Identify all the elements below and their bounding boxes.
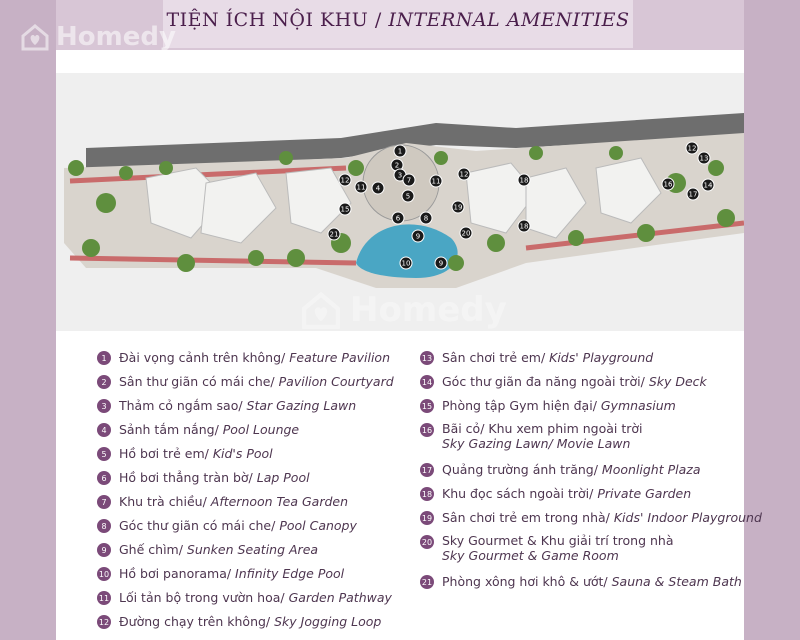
legend-item bbox=[97, 373, 394, 395]
map-marker-label: 19 bbox=[453, 203, 463, 212]
legend-number-badge: 6 bbox=[97, 471, 111, 485]
title-vietnamese: TIỆN ÍCH NỘI KHU / bbox=[166, 9, 389, 31]
legend-text-vietnamese: Đài vọng cảnh trên không/ bbox=[119, 350, 290, 365]
legend-number-badge: 19 bbox=[420, 511, 434, 525]
legend-text-vietnamese: Sky Gourmet & Khu giải trí trong nhà bbox=[442, 533, 674, 548]
legend-number-badge: 9 bbox=[97, 543, 111, 557]
map-marker bbox=[372, 182, 384, 194]
legend-item bbox=[97, 541, 318, 563]
legend-text-english: Sky Gazing Lawn/ Movie Lawn bbox=[442, 436, 631, 451]
legend-number-badge: 5 bbox=[97, 447, 111, 461]
watermark-text: Homedy bbox=[350, 290, 507, 330]
legend-text-english: Kid's Pool bbox=[212, 446, 273, 461]
map-marker bbox=[458, 168, 470, 180]
legend-number-badge: 17 bbox=[420, 463, 434, 477]
legend-number-badge: 12 bbox=[97, 615, 111, 629]
legend-number-badge: 3 bbox=[97, 399, 111, 413]
map-marker-label: 8 bbox=[423, 214, 429, 223]
legend-text-vietnamese: Sân thư giãn có mái che/ bbox=[119, 374, 279, 389]
legend-number-badge: 14 bbox=[420, 375, 434, 389]
legend-text-vietnamese: Ghế chìm/ bbox=[119, 542, 187, 557]
map-marker bbox=[328, 228, 340, 240]
legend-item bbox=[420, 533, 674, 563]
legend-item bbox=[97, 445, 273, 467]
legend-number-badge: 11 bbox=[97, 591, 111, 605]
legend-number-badge: 21 bbox=[420, 575, 434, 589]
legend-item bbox=[97, 493, 348, 515]
map-marker bbox=[435, 257, 447, 269]
map-marker bbox=[698, 152, 710, 164]
legend-text-english: Sky Jogging Loop bbox=[274, 614, 382, 629]
map-marker-label: 11 bbox=[356, 183, 366, 192]
legend-text-english: Moonlight Plaza bbox=[601, 462, 701, 477]
map-marker bbox=[430, 175, 442, 187]
legend-item bbox=[97, 517, 357, 539]
legend-item bbox=[420, 573, 742, 595]
map-marker bbox=[400, 257, 412, 269]
map-marker-label: 18 bbox=[519, 222, 529, 231]
homedy-watermark bbox=[300, 290, 507, 330]
map-marker-label: 18 bbox=[519, 176, 529, 185]
left-border bbox=[0, 0, 56, 640]
legend-number-badge: 20 bbox=[420, 535, 434, 549]
legend-text-vietnamese: Hồ bơi thẳng tràn bờ/ bbox=[119, 470, 257, 485]
legend-number-badge: 1 bbox=[97, 351, 111, 365]
legend-item bbox=[420, 349, 653, 371]
legend-text-english: Pool Lounge bbox=[222, 422, 300, 437]
map-marker-label: 2 bbox=[394, 161, 400, 170]
map-marker bbox=[339, 203, 351, 215]
map-marker bbox=[339, 174, 351, 186]
legend-item bbox=[420, 461, 701, 483]
map-marker bbox=[355, 181, 367, 193]
legend-text-english: Lap Pool bbox=[256, 470, 310, 485]
legend-text-english: Sky Deck bbox=[648, 374, 707, 389]
title-banner bbox=[163, 0, 633, 48]
legend-text-vietnamese: Lối tản bộ trong vườn hoa/ bbox=[119, 590, 289, 605]
legend-item bbox=[420, 421, 643, 451]
legend-text-english: Kids' Indoor Playground bbox=[613, 510, 762, 525]
legend-text-vietnamese: Phòng tập Gym hiện đại/ bbox=[442, 398, 601, 413]
map-marker-label: 21 bbox=[329, 230, 339, 239]
legend-text-vietnamese: Thảm cỏ ngắm sao/ bbox=[119, 398, 247, 413]
map-marker-label: 9 bbox=[438, 259, 444, 268]
map-marker bbox=[420, 212, 432, 224]
legend-text-vietnamese: Hồ bơi panorama/ bbox=[119, 566, 236, 581]
map-marker bbox=[394, 145, 406, 157]
legend-number-badge: 10 bbox=[97, 567, 111, 581]
legend-text-vietnamese: Phòng xông hơi khô & ướt/ bbox=[442, 574, 612, 589]
legend-item bbox=[97, 613, 381, 635]
map-marker bbox=[460, 227, 472, 239]
legend-number-badge: 4 bbox=[97, 423, 111, 437]
map-marker bbox=[392, 212, 404, 224]
map-marker-label: 15 bbox=[340, 205, 350, 214]
map-marker bbox=[452, 201, 464, 213]
map-marker-label: 7 bbox=[406, 176, 412, 185]
legend-text-english: Pool Canopy bbox=[279, 518, 357, 533]
map-marker-label: 11 bbox=[431, 177, 441, 186]
map-marker-label: 1 bbox=[397, 147, 403, 156]
legend-text-english: Afternoon Tea Garden bbox=[210, 494, 349, 509]
legend-text-vietnamese: Sân chơi trẻ em trong nhà/ bbox=[442, 510, 614, 525]
legend-item bbox=[97, 349, 390, 371]
legend-number-badge: 8 bbox=[97, 519, 111, 533]
house-heart-icon bbox=[300, 290, 342, 330]
map-marker-label: 13 bbox=[699, 154, 709, 163]
legend-text-english: Sauna & Steam Bath bbox=[611, 574, 742, 589]
title-english: INTERNAL AMENITIES bbox=[388, 9, 630, 31]
legend-item bbox=[97, 421, 299, 443]
page-title bbox=[163, 9, 633, 31]
map-marker bbox=[686, 142, 698, 154]
map-marker bbox=[412, 230, 424, 242]
house-heart-icon bbox=[20, 23, 50, 51]
legend-text-vietnamese: Hồ bơi trẻ em/ bbox=[119, 446, 213, 461]
map-marker-label: 17 bbox=[688, 190, 698, 199]
legend-text-vietnamese: Bãi cỏ/ Khu xem phim ngoài trời bbox=[442, 421, 643, 436]
map-marker bbox=[687, 188, 699, 200]
map-marker-label: 16 bbox=[663, 180, 673, 189]
legend-number-badge: 2 bbox=[97, 375, 111, 389]
legend-item bbox=[97, 397, 356, 419]
legend-number-badge: 16 bbox=[420, 423, 434, 437]
legend-number-badge: 18 bbox=[420, 487, 434, 501]
legend-text-english: Gymnasium bbox=[600, 398, 676, 413]
map-marker bbox=[702, 179, 714, 191]
map-marker-label: 12 bbox=[340, 176, 350, 185]
map-marker bbox=[518, 220, 530, 232]
logo-text: Homedy bbox=[56, 22, 176, 52]
legend-item bbox=[420, 509, 762, 531]
map-marker-label: 14 bbox=[703, 181, 713, 190]
legend-text-english: Sky Gourmet & Game Room bbox=[442, 548, 619, 563]
legend-text-vietnamese: Góc thư giãn có mái che/ bbox=[119, 518, 280, 533]
legend-item bbox=[420, 397, 676, 419]
map-marker-label: 20 bbox=[461, 229, 471, 238]
legend-text-vietnamese: Sảnh tắm nắng/ bbox=[119, 422, 223, 437]
map-marker-label: 10 bbox=[401, 259, 411, 268]
map-marker-label: 12 bbox=[687, 144, 697, 153]
right-border bbox=[744, 0, 800, 640]
legend-text-english: Star Gazing Lawn bbox=[246, 398, 357, 413]
legend-text-english: Private Garden bbox=[597, 486, 692, 501]
legend-item bbox=[97, 589, 392, 611]
map-marker bbox=[518, 174, 530, 186]
legend-text-vietnamese: Đường chạy trên không/ bbox=[119, 614, 275, 629]
homedy-logo bbox=[20, 22, 176, 52]
map-marker-label: 3 bbox=[397, 171, 403, 180]
legend-item bbox=[97, 469, 310, 491]
legend-text-vietnamese: Khu đọc sách ngoài trời/ bbox=[442, 486, 598, 501]
legend-number-badge: 13 bbox=[420, 351, 434, 365]
legend-text-english: Pavilion Courtyard bbox=[278, 374, 394, 389]
legend-text-vietnamese: Quảng trường ánh trăng/ bbox=[442, 462, 602, 477]
map-marker-label: 9 bbox=[415, 232, 421, 241]
map-marker-label: 4 bbox=[375, 184, 381, 193]
legend-number-badge: 7 bbox=[97, 495, 111, 509]
map-marker bbox=[402, 190, 414, 202]
map-marker bbox=[662, 178, 674, 190]
legend-item bbox=[420, 373, 707, 395]
legend-text-english: Feature Pavilion bbox=[289, 350, 390, 365]
legend-text-vietnamese: Góc thư giãn đa năng ngoài trời/ bbox=[442, 374, 649, 389]
legend-number-badge: 15 bbox=[420, 399, 434, 413]
legend-item bbox=[97, 565, 344, 587]
legend-text-english: Kids' Playground bbox=[549, 350, 654, 365]
legend-text-english: Sunken Seating Area bbox=[186, 542, 319, 557]
map-marker-label: 12 bbox=[459, 170, 469, 179]
legend-text-english: Infinity Edge Pool bbox=[235, 566, 345, 581]
map-marker-label: 6 bbox=[395, 214, 401, 223]
map-marker-label: 5 bbox=[405, 192, 411, 201]
legend-text-vietnamese: Sân chơi trẻ em/ bbox=[442, 350, 550, 365]
legend-text-english: Garden Pathway bbox=[288, 590, 392, 605]
legend-text-vietnamese: Khu trà chiều/ bbox=[119, 494, 211, 509]
legend-item bbox=[420, 485, 691, 507]
map-marker bbox=[403, 174, 415, 186]
